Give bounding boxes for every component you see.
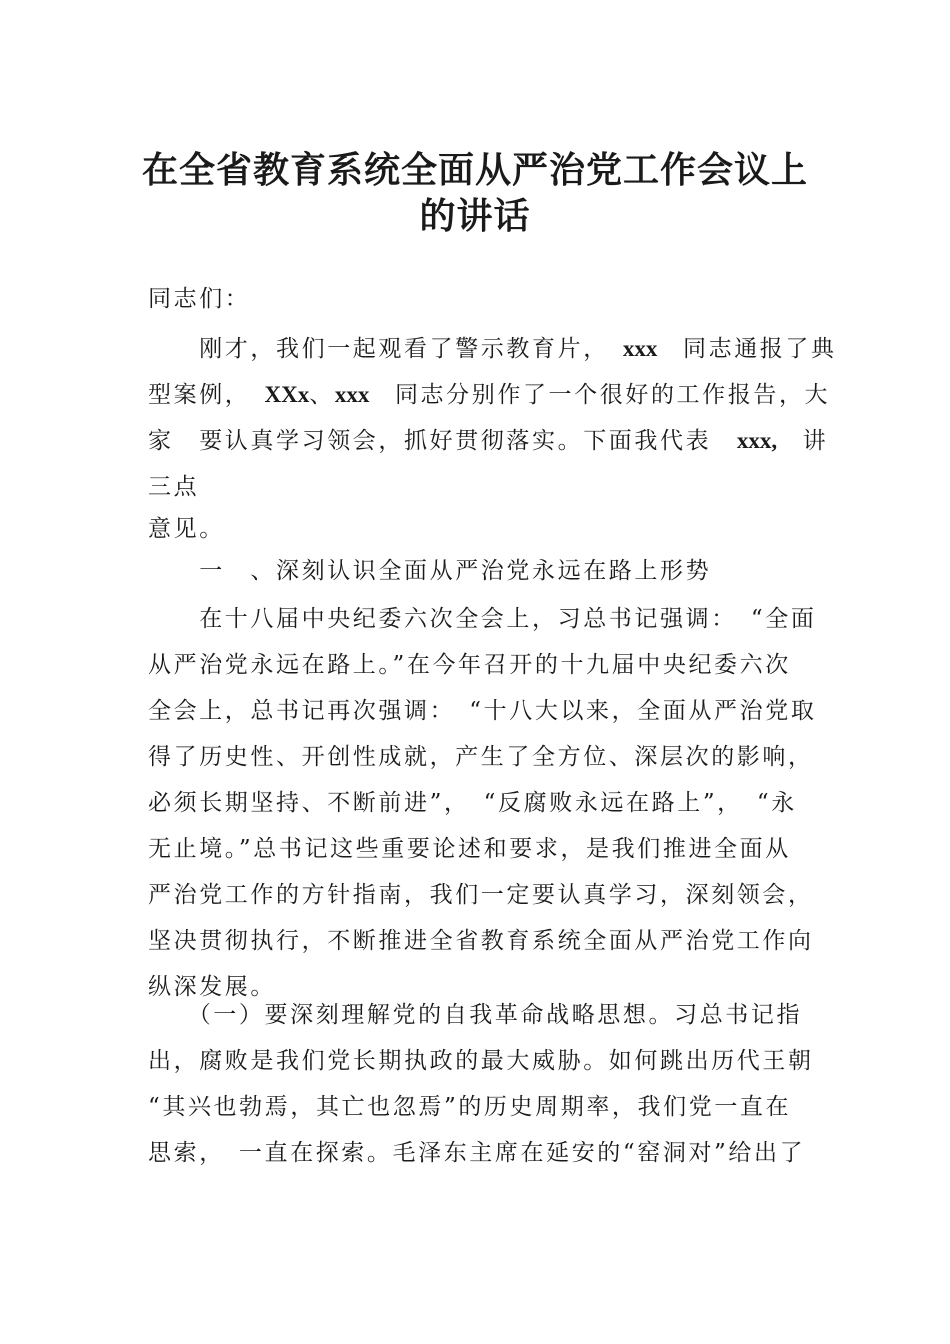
paragraph-section-1: [148, 596, 817, 1010]
text-run: 同志分别作了一个很好的工作报告，大: [369, 382, 831, 408]
paragraph-line: 纵深发展。: [148, 974, 276, 1000]
paragraph-line: [148, 372, 831, 418]
title-line-1: 在全省教育系统全面从严治党工作会议上: [141, 150, 808, 191]
placeholder-name: xxx,: [736, 428, 778, 453]
salutation: [148, 276, 808, 322]
paragraph-line: [148, 418, 829, 464]
salutation-text: 同志们：: [148, 286, 251, 312]
paragraph-opening: [148, 326, 837, 510]
paragraph-subsection-1: [148, 992, 814, 1176]
text-run: 型案例，: [148, 382, 265, 408]
paragraph-line: （一）要深刻理解党的自我革命战略思想。习总书记指: [148, 1002, 803, 1028]
paragraph-opening-tail: [148, 506, 808, 552]
text-run: 家 要认真学习领会，抓好贯彻落实。下面我代表: [148, 428, 737, 454]
text-run: 同志通报了典: [657, 336, 837, 362]
paragraph-line: 从严治党永远在路上。”在今年召开的十九届中央纪委六次: [148, 652, 791, 678]
text-run: 、: [309, 382, 335, 408]
section-heading-1: [148, 548, 808, 594]
placeholder-name: xxx: [334, 382, 370, 407]
paragraph-line: 无止境。”总书记这些重要论述和要求，是我们推进全面从: [148, 836, 791, 862]
paragraph-line: 意见。: [148, 516, 225, 542]
paragraph-line: 出，腐败是我们党长期执政的最大威胁。如何跳出历代王朝: [148, 1048, 814, 1074]
section-heading-text: 一 、深刻认识全面从严治党永远在路上形势: [148, 558, 712, 584]
paragraph-line: 得了历史性、开创性成就，产生了全方位、深层次的影响，: [148, 744, 814, 770]
paragraph-line: 严治党工作的方针指南，我们一定要认真学习，深刻领会，: [148, 882, 814, 908]
placeholder-name: XXx: [264, 382, 310, 407]
text-run: 讲: [777, 428, 829, 454]
paragraph-line: 思索， 一直在探索。毛泽东主席在延安的“窑洞对”给出了: [148, 1140, 806, 1166]
paragraph-line: 在十八届中央纪委六次全会上，习总书记强调： “全面: [148, 606, 817, 632]
paragraph-line: [148, 326, 837, 372]
paragraph-line: “其兴也勃焉，其亡也忽焉”的历史周期率，我们党一直在: [148, 1094, 792, 1120]
paragraph-line: 必须长期坚持、不断前进”， “反腐败永远在路上”， “永: [148, 790, 797, 816]
text-run: 刚才，我们一起观看了警示教育片，: [148, 336, 623, 362]
paragraph-line: 全会上，总书记再次强调： “十八大以来，全面从严治党取: [148, 698, 817, 724]
placeholder-name: xxx: [622, 336, 658, 361]
title-line-2: 的讲话: [419, 196, 531, 237]
document-title: [120, 148, 830, 240]
paragraph-line: 三点: [148, 474, 200, 500]
paragraph-line: 坚决贯彻执行，不断推进全省教育系统全面从严治党工作向: [148, 928, 814, 954]
